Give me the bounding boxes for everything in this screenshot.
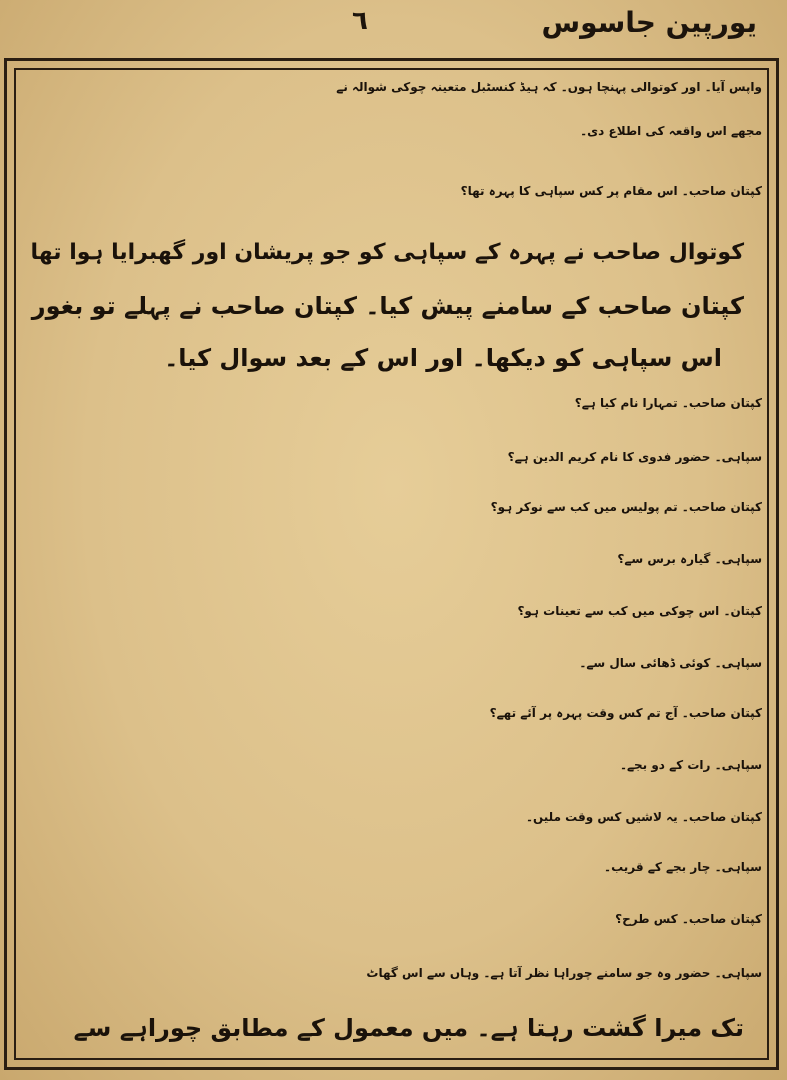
- text-line: سپاہی۔ کوئی ڈھائی سال سے۔: [579, 656, 762, 670]
- text-line: واپس آیا۔ اور کوتوالی پہنچا ہوں۔ کہ ہیڈ کنسٹبل متعینہ چوکی شوالہ نے: [336, 80, 762, 94]
- running-title: یورپین جاسوس: [541, 6, 757, 39]
- text-line: سپاہی۔ رات کے دو بجے۔: [619, 758, 762, 772]
- text-line: اس سپاہی کو دیکھا۔ اور اس کے بعد سوال کیا۔: [164, 344, 722, 372]
- text-line: کپتان صاحب۔ کس طرح؟: [615, 912, 762, 926]
- text-line: کپتان صاحب۔ یہ لاشیں کس وقت ملیں۔: [525, 810, 762, 824]
- running-header: [0, 4, 787, 50]
- text-line: کپتان صاحب کے سامنے پیش کیا۔ کپتان صاحب نے پہلے تو بغور: [31, 292, 744, 320]
- text-body: [22, 80, 762, 1052]
- text-line: سپاہی۔ حضور فدوی کا نام کریم الدین ہے؟: [507, 450, 762, 464]
- text-line: کپتان صاحب۔ اس مقام پر کس سپاہی کا پہرہ تھا؟: [460, 184, 762, 198]
- text-line: کپتان صاحب۔ تم پولیس میں کب سے نوکر ہو؟: [490, 500, 762, 514]
- text-line: کوتوال صاحب نے پہرہ کے سپاہی کو جو پریشان اور گھبرایا ہوا تھا: [30, 240, 744, 265]
- text-line: تک میرا گشت رہتا ہے۔ میں معمول کے مطابق چوراہے سے: [73, 1014, 744, 1042]
- page-number: ٦: [352, 6, 368, 36]
- text-line: کپتان۔ اس چوکی میں کب سے تعینات ہو؟: [517, 604, 762, 618]
- text-line: سپاہی۔ گیارہ برس سے؟: [617, 552, 762, 566]
- text-line: کپتان صاحب۔ تمہارا نام کیا ہے؟: [574, 396, 762, 410]
- text-line: سپاہی۔ حضور وہ جو سامنے چوراہا نظر آتا ہے۔ وہاں سے اس گھاٹ: [366, 966, 762, 980]
- text-line: کپتان صاحب۔ آج تم کس وقت پہرہ پر آئے تھے؟: [489, 706, 762, 720]
- text-line: سپاہی۔ چار بجے کے قریب۔: [604, 860, 762, 874]
- text-line: مجھے اس واقعہ کی اطلاع دی۔: [580, 124, 762, 138]
